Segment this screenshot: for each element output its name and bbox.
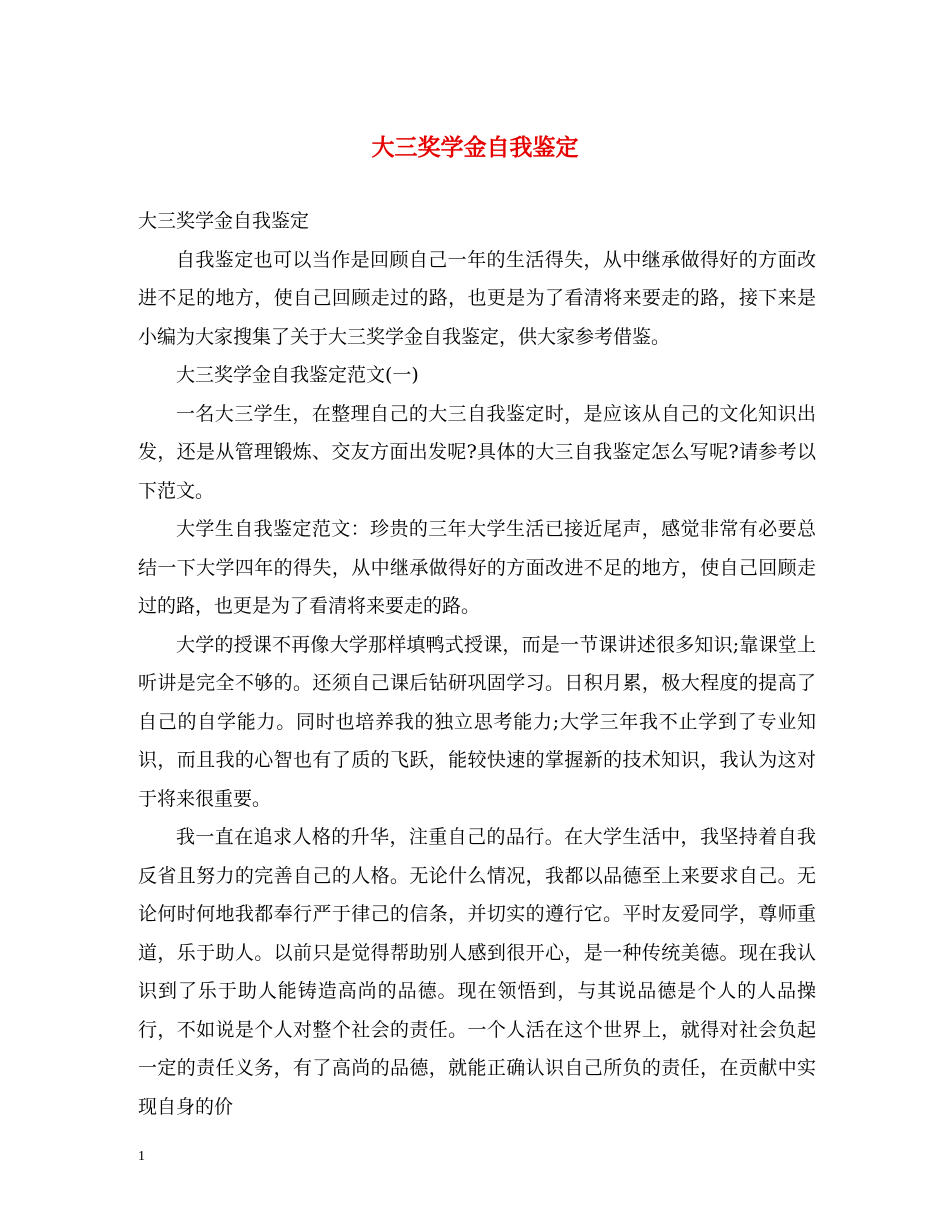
section-heading: 大三奖学金自我鉴定范文(一) (176, 364, 419, 386)
paragraph-character: 我一直在追求人格的升华，注重自己的品行。在大学生活中，我坚持着自我反省且努力的完善自己的人格。无论什么情况，我都以品德至上来要求自己。无论何时何地我都奉行严于律己的信条，并切实的遵行它。平时友爱同学，尊师重道，乐于助人。以前只是觉得帮助别人感到很开心，是一种传统美德。现在我认识到了乐于助人能铸造高尚的品德。现在领悟到，与其说品德是个人的人品操行，不如说是个人对整个社会的责任。一个人活在这个世界上，就得对社会负起一定的责任义务，有了高尚的品德，就能正确认识自己所负的责任，在贡献中实现自身的价 (138, 826, 816, 1118)
document-body (138, 202, 816, 1126)
paragraph-question: 一名大三学生，在整理自己的大三自我鉴定时，是应该从自己的文化知识出发，还是从管理锻炼、交友方面出发呢?具体的大三自我鉴定怎么写呢?请参考以下范文。 (138, 402, 816, 502)
page-number: 1 (138, 1149, 145, 1164)
paragraph-intro: 自我鉴定也可以当作是回顾自己一年的生活得失，从中继承做得好的方面改进不足的地方，使自己回顾走过的路，也更是为了看清将来要走的路，接下来是小编为大家搜集了关于大三奖学金自我鉴定，供大家参考借鉴。 (138, 248, 816, 348)
subtitle-line: 大三奖学金自我鉴定 (138, 210, 310, 232)
document-title: 大三奖学金自我鉴定 (371, 134, 579, 161)
paragraph-sample-opening: 大学生自我鉴定范文：珍贵的三年大学生活已接近尾声，感觉非常有必要总结一下大学四年的得失，从中继承做得好的方面改进不足的地方，使自己回顾走过的路，也更是为了看清将来要走的路。 (138, 518, 816, 617)
paragraph-study: 大学的授课不再像大学那样填鸭式授课，而是一节课讲述很多知识;靠课堂上听讲是完全不够的。还须自己课后钻研巩固学习。日积月累，极大程度的提高了自己的自学能力。同时也培养我的独立思考能力;大学三年我不止学到了专业知识，而且我的心智也有了质的飞跃，能较快速的掌握新的技术知识，我认为这对于将来很重要。 (138, 633, 816, 810)
